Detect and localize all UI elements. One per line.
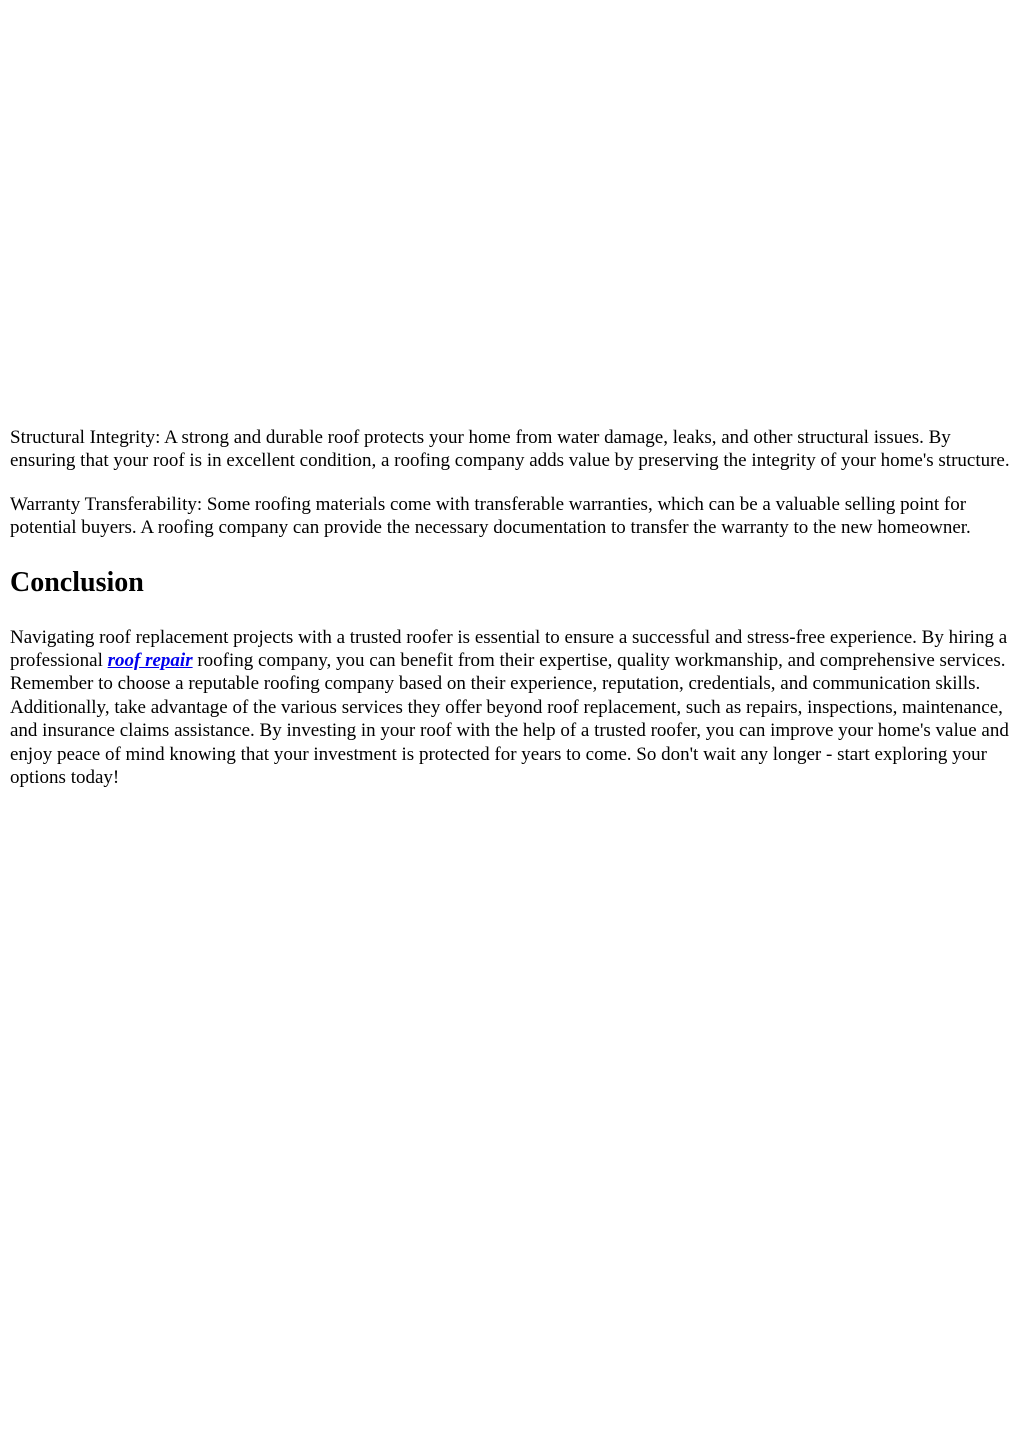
conclusion-heading: Conclusion — [10, 566, 144, 598]
paragraph-conclusion — [10, 626, 1016, 790]
conclusion-text-after-link: roofing company, you can benefit from their expertise, quality workmanship, and comprehensive services. Remember to choose a reputable roofing company based on their experience, reputation, credentials, and communication skills. Additionally, take advantage of the various services they offer beyond roof replacement, such as repairs, inspections, maintenance, and insurance claims assistance. By investing in your roof with the help of a trusted roofer, you can improve your home's value and enjoy peace of mind knowing that your investment is protected for years to come. So don't wait any longer - start exploring your options today! — [10, 650, 1009, 789]
roof-repair-link[interactable]: roof repair — [107, 650, 193, 672]
article-content — [10, 426, 1016, 789]
paragraph-structural-integrity: Structural Integrity: A strong and durable roof protects your home from water damage, leaks, and other structural issues. By ensuring that your roof is in excellent condition, a roofing company adds value by preserving the integrity of your home's structure. — [10, 427, 1010, 472]
conclusion-text-before-link: Navigating roof replacement projects with a trusted roofer is essential to ensure a successful and stress-free experience. By hiring a professional — [10, 626, 1008, 672]
paragraph-warranty-transferability: Warranty Transferability: Some roofing materials come with transferable warranties, which can be a valuable selling point for potential buyers. A roofing company can provide the necessary documentation to transfer the warranty to the new homeowner. — [10, 493, 971, 539]
